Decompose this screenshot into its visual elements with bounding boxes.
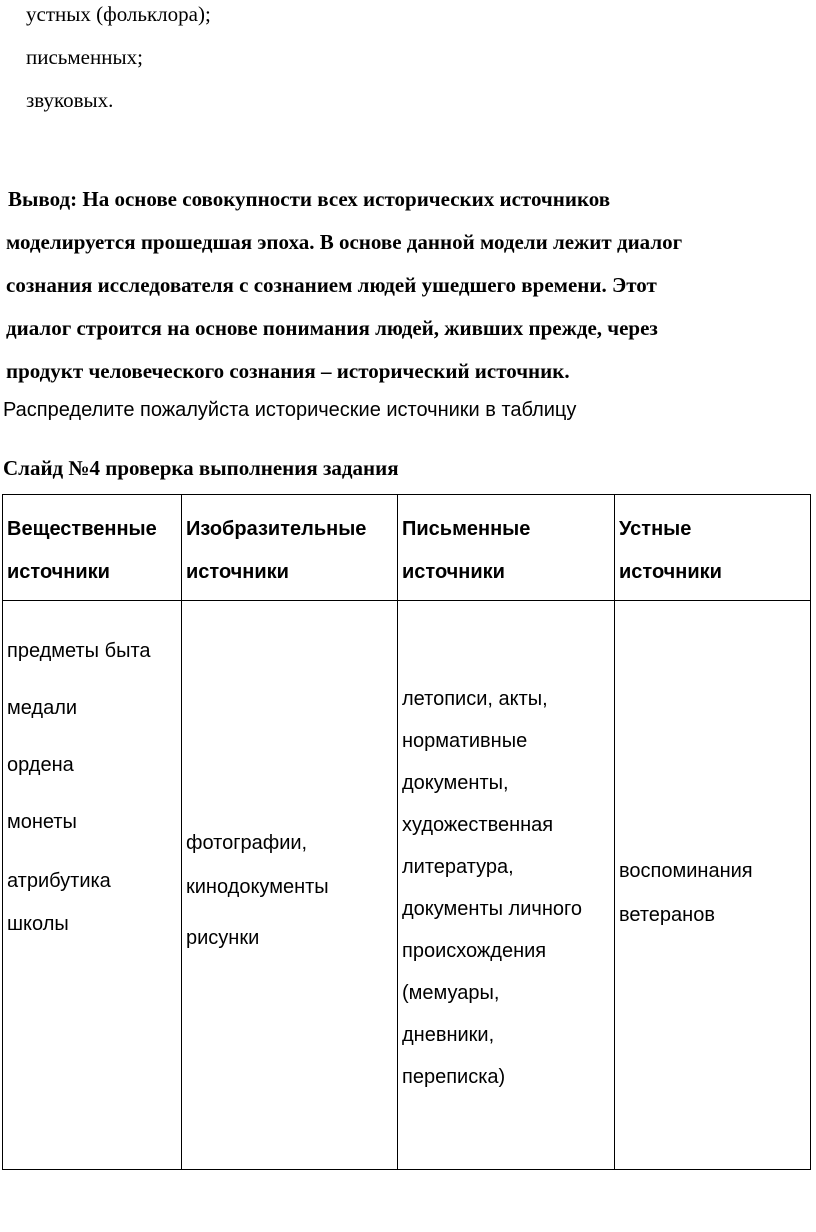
conclusion-line: Вывод: На основе совокупности всех исторических источников xyxy=(8,187,611,211)
list-item: летописи, акты, xyxy=(402,688,548,710)
header-oral-sources: Устные источники xyxy=(615,495,811,601)
list-item: художественная xyxy=(402,814,554,836)
list-item: звуковых. xyxy=(26,88,114,112)
conclusion-line: моделируется прошедшая эпоха. В основе данной модели лежит диалог xyxy=(6,230,683,254)
list-item: дневники, xyxy=(402,1024,495,1046)
cell-visual-sources xyxy=(182,601,398,1170)
list-item: фотографии, xyxy=(186,832,308,854)
list-item: ордена xyxy=(7,754,74,776)
list-item: воспоминания xyxy=(619,860,753,882)
list-item: атрибутика xyxy=(7,870,111,892)
sources-table xyxy=(2,494,811,1170)
cell-oral-sources xyxy=(615,601,811,1170)
conclusion-line: диалог строится на основе понимания людей, живших прежде, через xyxy=(6,316,658,340)
list-item: рисунки xyxy=(186,927,260,949)
list-item: (мемуары, xyxy=(402,982,500,1004)
list-item: переписка) xyxy=(402,1066,506,1088)
header-visual-sources: Изобразительные источники xyxy=(182,495,398,601)
cell-material-sources xyxy=(3,601,182,1170)
list-item: документы личного xyxy=(402,898,582,920)
conclusion-line: продукт человеческого сознания – исторический источник. xyxy=(6,359,570,383)
list-item: происхождения xyxy=(402,940,547,962)
list-item: кинодокументы xyxy=(186,876,329,898)
list-item: литература, xyxy=(402,856,514,878)
list-item: монеты xyxy=(7,811,77,833)
cell-written-sources xyxy=(398,601,615,1170)
list-item: документы, xyxy=(402,772,509,794)
list-item: предметы быта xyxy=(7,640,151,662)
table-row xyxy=(3,601,811,1170)
header-written-sources: Письменные источники xyxy=(398,495,615,601)
table-header-row xyxy=(3,495,811,601)
instruction-text: Распределите пожалуйста исторические источники в таблицу xyxy=(3,399,577,421)
list-item: нормативные xyxy=(402,730,528,752)
conclusion-line: сознания исследователя с сознанием людей ушедшего времени. Этот xyxy=(6,273,657,297)
list-item: ветеранов xyxy=(619,904,715,926)
list-item: школы xyxy=(7,913,69,935)
list-item: письменных; xyxy=(26,45,143,69)
header-material-sources: Вещественные источники xyxy=(3,495,182,601)
list-item: устных (фольклора); xyxy=(26,2,211,26)
slide-heading: Слайд №4 проверка выполнения задания xyxy=(3,456,399,480)
list-item: медали xyxy=(7,697,78,719)
